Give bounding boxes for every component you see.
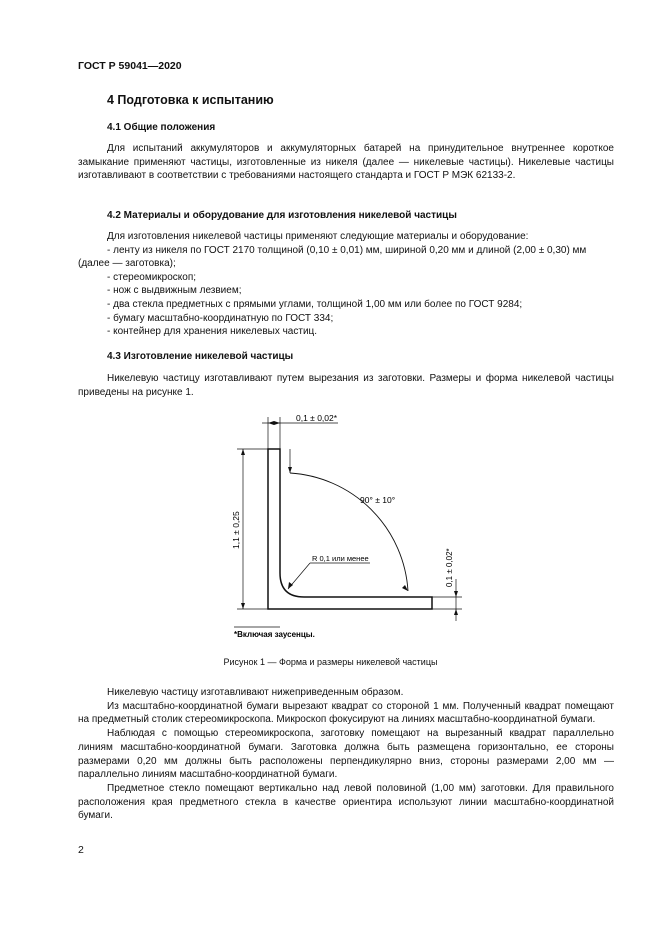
arrow-head [288,582,293,589]
paragraph-text: Никелевую частицу изготавливают путем вырезания из заготовки. Размеры и форма никелевой частицы приведены на рисунке 1. [78,373,614,398]
list-item: - два стекла предметных с прямыми углами, толщиной 1,00 мм или более по ГОСТ 9284; [107,298,523,310]
right-dim-label: 0,1 ± 0,02* [445,548,454,587]
top-dim-label: 0,1 ± 0,02* [296,413,338,423]
subsection-4-2-title: 4.2 Материалы и оборудование для изготовления никелевой частицы [107,210,457,221]
list-item: - ленту из никеля по ГОСТ 2170 толщиной (0,10 ± 0,01) мм, шириной 0,20 мм и длиной (2,00 ± 0,30) мм [107,244,587,256]
subsection-4-3-paragraph [78,372,614,399]
subsection-4-1-paragraph [78,142,614,183]
document-header: ГОСТ Р 59041—2020 [78,60,182,72]
list-item: - нож с выдвижным лезвием; [107,285,242,297]
list-item: - стереомикроскоп; [107,271,197,283]
figure-footnote: *Включая заусенцы. [234,630,315,639]
radius-label: R 0,1 или менее [312,554,369,563]
materials-list [78,230,614,339]
paragraph-text: Никелевую частицу изготавливают нижеприведенным образом. [107,687,404,698]
procedure-text [78,686,614,823]
list-item-continuation: (далее — заготовка); [78,258,176,270]
nickel-particle-drawing [220,413,480,645]
page-number: 2 [78,844,84,856]
paragraph-text: Из масштабно-координатной бумаги вырезают квадрат со стороной 1 мм. Полученный квадрат помещают на предметный столик стереомикроскопа. Микроскоп фокусируют на линиях масштабно-координатной бумаги. [78,700,614,726]
angle-label: 90° ± 10° [360,495,396,505]
list-item: - контейнер для хранения никелевых частиц. [107,326,318,338]
arrow-head [454,591,458,597]
arrow-head [454,609,458,615]
list-item: - бумагу масштабно-координатную по ГОСТ 334; [107,312,334,324]
paragraph-text: Предметное стекло помещают вертикально над левой половиной (1,00 мм) заготовки. Для правильного расположения края предметного стекла в качестве ориентира используют линии масштабно-координатной бумаги. [78,782,614,822]
paragraph-text: Для испытаний аккумуляторов и аккумуляторных батарей на принудительное внутреннее короткое замыкание применяют частицы, изготовленные из никеля (далее — никелевые частицы). Никелевые частицы изготавливают в соответствии с требованиями настоящего стандарта и ГОСТ Р МЭК 62133-2. [78,143,614,182]
arrow-head [288,467,292,473]
height-label: 1,1 ± 0,25 [231,511,241,549]
subsection-4-1-title: 4.1 Общие положения [107,122,216,133]
list-intro: Для изготовления никелевой частицы применяют следующие материалы и оборудование: [107,231,529,242]
section-4-title: 4 Подготовка к испытанию [107,93,274,107]
arrow-head [241,449,245,455]
paragraph-text: Наблюдая с помощью стереомикроскопа, заготовку помещают на вырезанный квадрат параллельно линиям масштабно-координатной бумаги. Заготовка должна быть размещена горизонтально, ее стороны размерами 0,20 мм должны быть расположены перпендикулярно вниз, стороны размерами 2,00 мм — параллельно линиям масштабно-координатной бумаги. [78,728,614,781]
arrow-head [402,585,408,591]
subsection-4-3-title: 4.3 Изготовление никелевой частицы [107,351,294,362]
angle-arc [290,473,408,591]
arrow-head [274,421,280,425]
arrow-head [241,603,245,609]
figure-caption: Рисунок 1 — Форма и размеры никелевой частицы [223,657,438,667]
arrow-head [268,421,274,425]
